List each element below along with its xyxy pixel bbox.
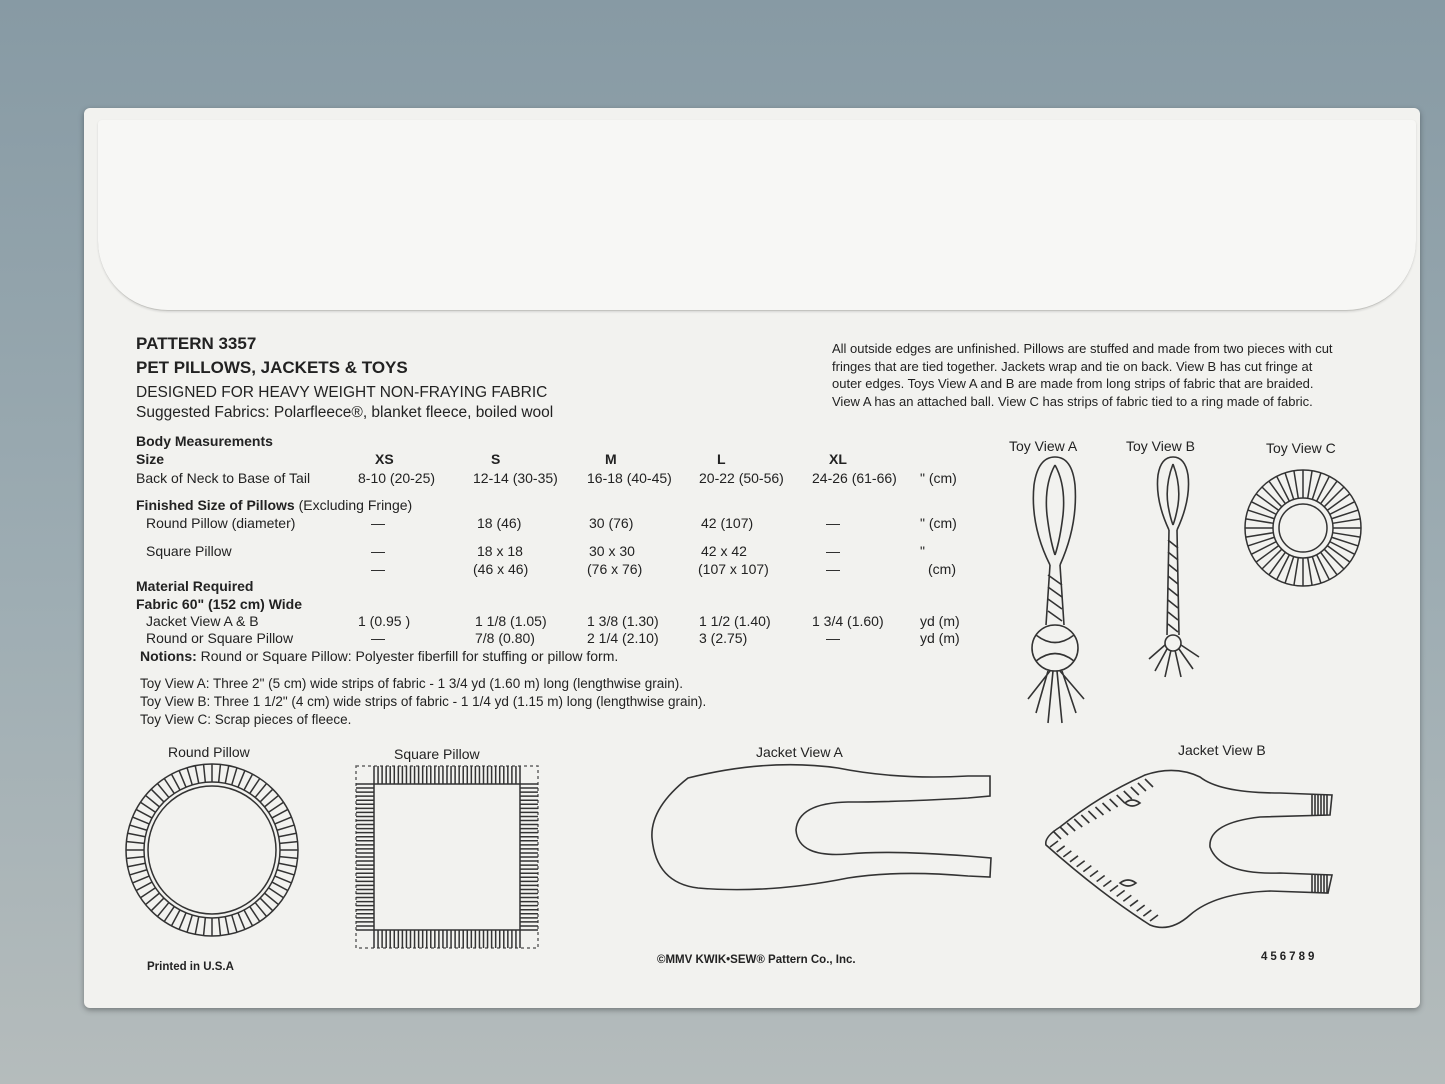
jacket-view-b-caption: Jacket View B <box>1178 742 1266 758</box>
body-measurements-heading: Body Measurements <box>136 433 273 449</box>
square-cm-value: — <box>371 561 385 577</box>
square-pillow-label: Square Pillow <box>146 543 232 559</box>
suggested-fabrics: Suggested Fabrics: Polarfleece®, blanket fleece, boiled wool <box>136 404 554 421</box>
toy-view-a-label: Toy View A <box>1009 438 1078 454</box>
square-in-value: 30 x 30 <box>589 543 635 559</box>
jacket-view-b-drawing <box>1040 765 1360 935</box>
notions-label: Notions: <box>140 648 197 664</box>
round-unit: " (cm) <box>920 515 957 531</box>
description <box>832 340 1372 410</box>
pillow-material-label: Round or Square Pillow <box>146 630 294 646</box>
description-line: View A has an attached ball. View C has strips of fabric tied to a ring made of fabric. <box>832 393 1313 409</box>
designed-for: DESIGNED FOR HEAVY WEIGHT NON-FRAYING FABRIC <box>136 384 548 401</box>
round-value: 30 (76) <box>589 515 634 531</box>
pillow-material-value: — <box>826 630 840 646</box>
square-in-value: 18 x 18 <box>477 543 523 559</box>
finished-heading-title: Finished Size of Pillows <box>136 497 295 513</box>
round-pillow-caption: Round Pillow <box>168 744 250 760</box>
square-cm-value: — <box>826 561 840 577</box>
jacket-label: Jacket View A & B <box>146 613 259 629</box>
toy-view-c-drawing <box>1243 458 1363 598</box>
pillow-material-value: 2 1/4 (2.10) <box>587 630 659 646</box>
round-value: — <box>371 515 385 531</box>
jacket-value: 1 3/4 (1.60) <box>812 613 884 629</box>
description-line: fringes that are tied together. Jackets wrap and tie on back. View B has cut fringe at <box>832 358 1313 374</box>
square-pillow-drawing <box>352 762 542 952</box>
square-cm-unit: (cm) <box>928 561 956 577</box>
toy-a-requirement: Toy View A: Three 2" (5 cm) wide strips of fabric - 1 3/4 yd (1.60 m) long (lengthwise grain). <box>140 676 684 691</box>
neck-value: 8-10 (20-25) <box>358 470 436 486</box>
neck-value: 24-26 (61-66) <box>812 470 897 486</box>
jacket-value: 1 1/2 (1.40) <box>699 613 771 629</box>
square-in-unit: " <box>920 543 925 559</box>
size-s: S <box>491 451 501 467</box>
pillow-material-unit: yd (m) <box>920 630 960 646</box>
pillow-material-value: 7/8 (0.80) <box>475 630 535 646</box>
toy-view-c-label: Toy View C <box>1266 440 1336 456</box>
size-label: Size <box>136 451 165 467</box>
finished-heading <box>136 497 412 513</box>
jacket-value: 1 (0.95 ) <box>358 613 411 629</box>
description-line: All outside edges are unfinished. Pillows are stuffed and made from two pieces with cut <box>832 341 1333 356</box>
jacket-unit: yd (m) <box>920 613 960 629</box>
product-code: 456789 <box>1261 951 1318 963</box>
toy-c-requirement: Toy View C: Scrap pieces of fleece. <box>140 712 352 727</box>
toy-view-b-label: Toy View B <box>1126 438 1195 454</box>
round-pillow-label: Round Pillow (diameter) <box>146 515 296 531</box>
round-pillow-drawing <box>124 762 300 938</box>
neck-label: Back of Neck to Base of Tail <box>136 470 311 486</box>
size-xs: XS <box>375 451 394 467</box>
copyright: ©MMV KWIK•SEW® Pattern Co., Inc. <box>657 954 856 966</box>
pattern-number: PATTERN 3357 <box>136 334 257 353</box>
size-m: M <box>605 451 617 467</box>
material-heading: Material Required <box>136 578 254 594</box>
round-value: 42 (107) <box>701 515 754 531</box>
neck-value: 20-22 (50-56) <box>699 470 784 486</box>
notions <box>140 648 618 664</box>
pillow-material-value: — <box>371 630 385 646</box>
square-in-value: — <box>371 543 385 559</box>
description-line: outer edges. Toys View A and B are made from long strips of fabric that are braided. <box>832 376 1314 391</box>
finished-heading-note: (Excluding Fringe) <box>298 497 413 513</box>
square-cm-value: (46 x 46) <box>473 561 529 577</box>
pattern-title: PET PILLOWS, JACKETS & TOYS <box>136 358 408 377</box>
fabric-width-heading: Fabric 60" (152 cm) Wide <box>136 596 303 612</box>
round-value: — <box>826 515 840 531</box>
jacket-value: 1 1/8 (1.05) <box>475 613 547 629</box>
size-xl: XL <box>829 451 847 467</box>
square-cm-value: (76 x 76) <box>587 561 643 577</box>
neck-value: 16-18 (40-45) <box>587 470 672 486</box>
printed-in: Printed in U.S.A <box>147 961 234 973</box>
jacket-value: 1 3/8 (1.30) <box>587 613 659 629</box>
pillow-material-value: 3 (2.75) <box>699 630 748 646</box>
square-pillow-caption: Square Pillow <box>394 746 480 762</box>
square-in-value: 42 x 42 <box>701 543 747 559</box>
toy-view-a-drawing <box>1020 455 1090 735</box>
toy-b-requirement: Toy View B: Three 1 1/2" (4 cm) wide strips of fabric - 1 1/4 yd (1.15 m) long (lengthwise grain). <box>140 694 707 709</box>
notions-text: Round or Square Pillow: Polyester fiberfill for stuffing or pillow form. <box>200 648 619 664</box>
jacket-view-a-caption: Jacket View A <box>756 744 843 760</box>
square-cm-value: (107 x 107) <box>698 561 769 577</box>
size-l: L <box>717 451 726 467</box>
round-value: 18 (46) <box>477 515 522 531</box>
envelope-flap <box>98 120 1416 311</box>
neck-value: 12-14 (30-35) <box>473 470 558 486</box>
square-in-value: — <box>826 543 840 559</box>
neck-unit: " (cm) <box>920 470 957 486</box>
toy-view-b-drawing <box>1145 455 1205 685</box>
jacket-view-a-drawing <box>648 758 998 908</box>
